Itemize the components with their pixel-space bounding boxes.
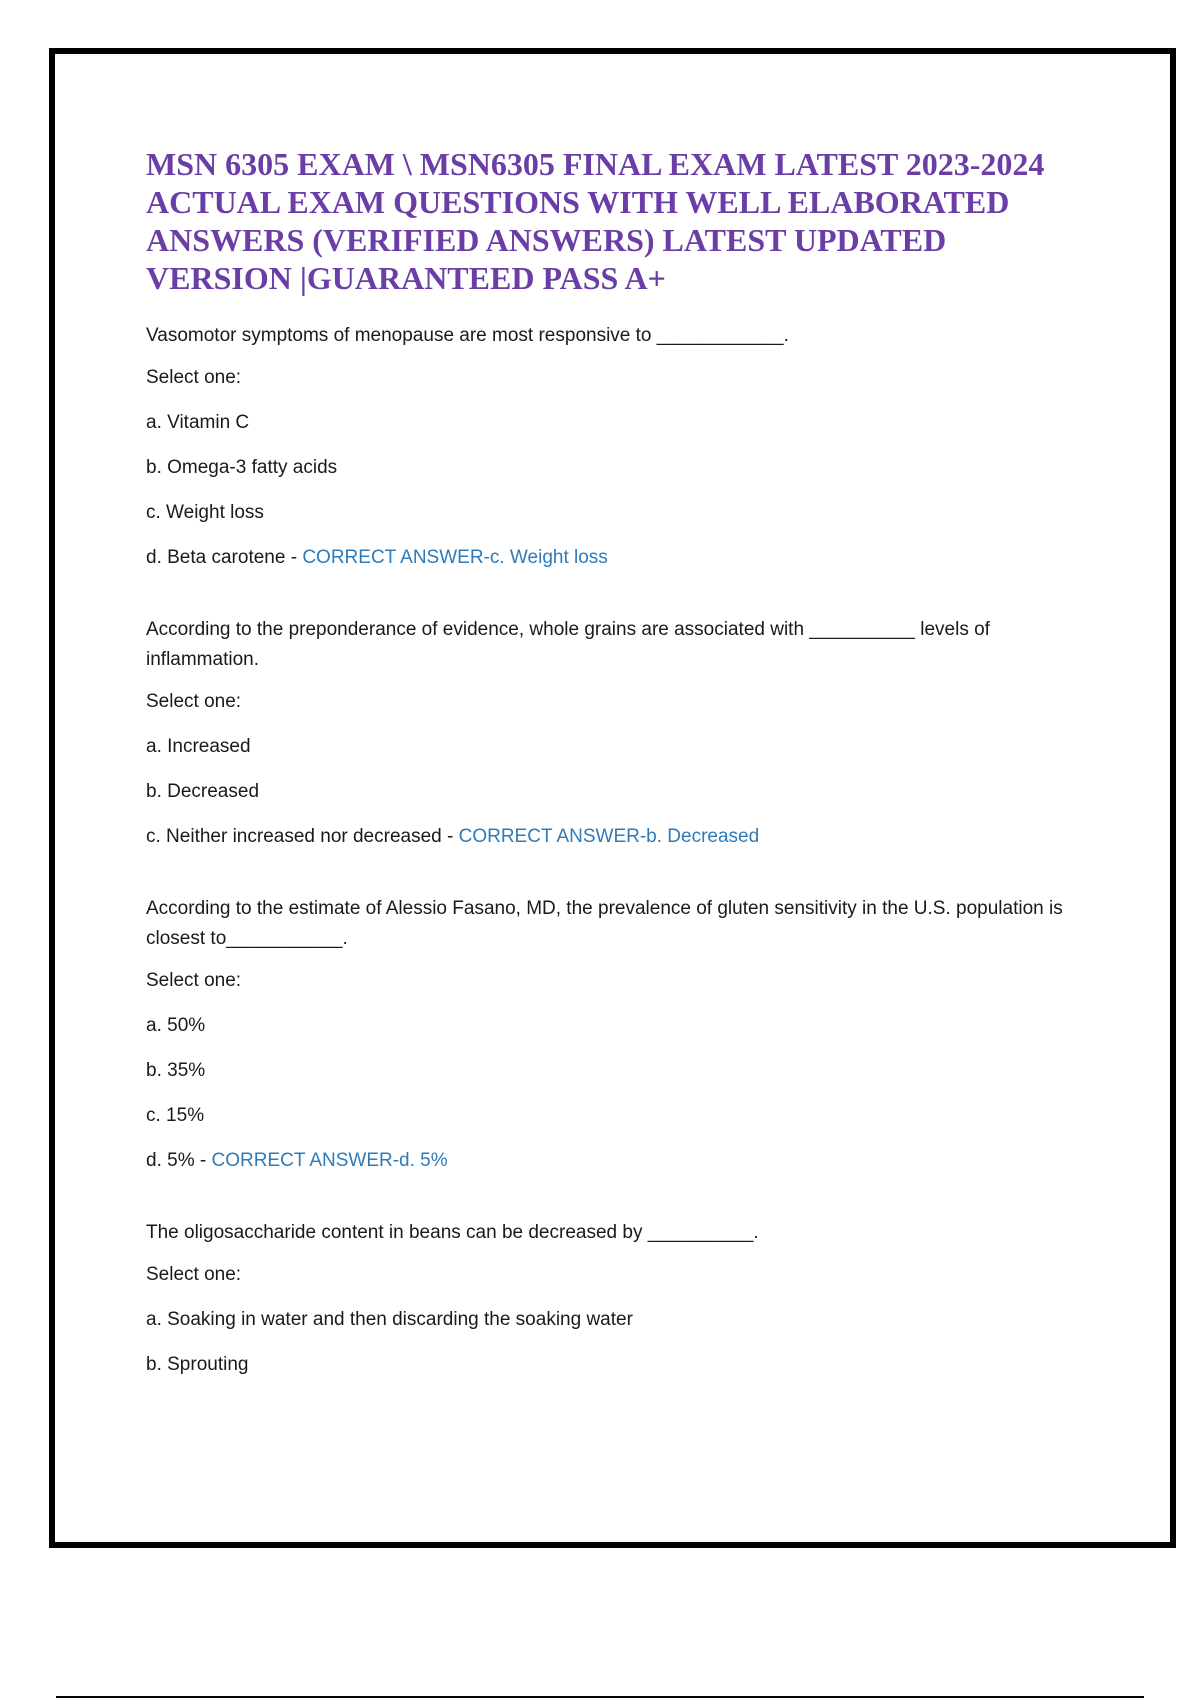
option-a: a. Vitamin C (146, 412, 250, 433)
correct-answer: CORRECT ANSWER-b. Decreased (458, 826, 760, 847)
option-d: d. Beta carotene - (146, 547, 303, 568)
question-text: According to the estimate of Alessio Fasano, MD, the prevalence of gluten sensitivity in the U.S. population is closest to___________. (146, 898, 1063, 949)
option-c: c. Neither increased nor decreased - (146, 826, 459, 847)
option-d-with-answer (146, 545, 1076, 571)
question-text: Vasomotor symptoms of menopause are most responsive to ____________. (146, 325, 789, 346)
option-a: a. Increased (146, 736, 251, 757)
correct-answer: CORRECT ANSWER-d. 5% (211, 1150, 448, 1171)
option-b: b. Sprouting (146, 1354, 249, 1375)
option-d: d. 5% - (146, 1150, 212, 1171)
select-one-label: Select one: (146, 691, 242, 712)
question-text: According to the preponderance of evidence, whole grains are associated with __________ levels of inflammation. (146, 619, 990, 670)
question-text: The oligosaccharide content in beans can be decreased by __________. (146, 1222, 759, 1243)
question-block-4 (146, 1218, 1076, 1378)
option-c: c. Weight loss (146, 502, 264, 523)
option-c-with-answer (146, 824, 1076, 850)
footer-rule (56, 1696, 1144, 1698)
option-a: a. 50% (146, 1015, 206, 1036)
select-one-label: Select one: (146, 970, 242, 991)
correct-answer: CORRECT ANSWER-c. Weight loss (302, 547, 608, 568)
select-one-label: Select one: (146, 367, 242, 388)
question-block-1 (146, 321, 1076, 571)
select-one-label: Select one: (146, 1264, 242, 1285)
question-block-3 (146, 894, 1076, 1174)
document-title: MSN 6305 EXAM \ MSN6305 FINAL EXAM LATEST 2023-2024 ACTUAL EXAM QUESTIONS WITH WELL ELABORATED ANSWERS (VERIFIED ANSWERS) LATEST UPDATED VERSION |GUARANTEED PASS A+ (146, 146, 1045, 296)
option-b: b. Decreased (146, 781, 260, 802)
option-b: b. 35% (146, 1060, 206, 1081)
option-a: a. Soaking in water and then discarding the soaking water (146, 1309, 633, 1330)
document-content (146, 145, 1076, 1422)
question-block-2 (146, 615, 1076, 850)
option-b: b. Omega-3 fatty acids (146, 457, 338, 478)
option-c: c. 15% (146, 1105, 205, 1126)
option-d-with-answer (146, 1148, 1076, 1174)
